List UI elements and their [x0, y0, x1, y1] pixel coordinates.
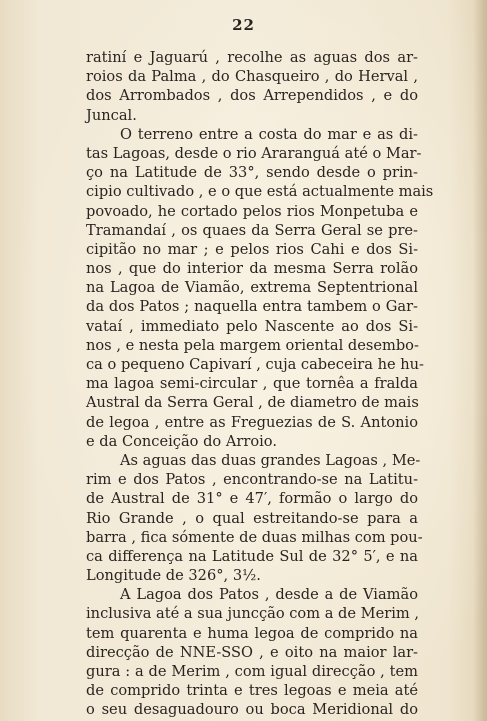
text-line: ço na Latitude de 33°, sendo desde o prin-: [86, 164, 418, 182]
text-line: de legoa , entre as Freguezias de S. Antonio: [86, 413, 418, 431]
text-line: nos , que do interior da mesma Serra rolão: [86, 260, 418, 278]
text-line: roios da Palma , do Chasqueiro , do Herval ,: [86, 68, 418, 86]
text-line: cipio cultivado , e o que está actualmente mais: [86, 183, 434, 201]
text-line: tas Lagoas, desde o rio Araranguá até o Mar-: [86, 144, 422, 162]
text-line: ca o pequeno Capivarí , cuja cabeceira he hu-: [86, 356, 424, 373]
text-line: o seu desaguadouro ou boca Meridional do: [86, 701, 418, 719]
text-line: e da Conceição do Arroio.: [86, 432, 277, 450]
text-line: nos , e nesta pela margem oriental desembo-: [86, 336, 419, 354]
text-line: ratiní e Jaguarú , recolhe as aguas dos ar-: [86, 49, 418, 66]
text-line: vataí , immediato pelo Nascente ao dos Si-: [86, 317, 418, 335]
text-line: barra , fica sómente de duas milhas com pou-: [86, 528, 423, 546]
page-edge-shadow: [473, 0, 487, 721]
text-line: de comprido trinta e tres legoas e meia até: [86, 682, 418, 700]
text-line: Tramandaí , os quaes da Serra Geral se pre-: [86, 221, 418, 239]
text-line: de Austral de 31° e 47′, formão o largo do: [86, 490, 418, 508]
text-line: ca differença na Latitude Sul de 32° 5′, e na: [86, 547, 418, 565]
text-line: dos Arrombados , dos Arrependidos , e do: [86, 87, 418, 105]
text-line: direcção de NNE-SSO , e oito na maior lar-: [86, 643, 418, 661]
text-line: cipitão no mar ; e pelos rios Cahi e dos Si-: [86, 240, 418, 258]
text-line: rim e dos Patos , encontrando-se na Latitu-: [86, 471, 418, 489]
text-line: tem quarenta e huma legoa de comprido na: [86, 624, 418, 642]
text-line: da dos Patos ; naquella entra tambem o Gar-: [86, 298, 418, 316]
text-line: As aguas das duas grandes Lagoas , Me-: [120, 451, 421, 469]
text-line: povoado, he cortado pelos rios Monpetuba e: [86, 202, 418, 220]
body-text: [86, 48, 434, 720]
text-line: A Lagoa dos Patos , desde a de Viamão: [120, 586, 418, 604]
text-line: ma lagoa semi-circular , que tornêa a fralda: [86, 375, 418, 393]
page-number: 22: [232, 16, 255, 34]
text-line: inclusiva até a sua juncção com a de Merim ,: [86, 605, 419, 623]
text-line: Rio Grande , o qual estreitando-se para a: [86, 509, 418, 527]
text-line: na Lagoa de Viamão, extrema Septentrional: [86, 279, 418, 297]
text-line: Austral da Serra Geral , de diametro de mais: [86, 394, 419, 412]
text-line: Longitude de 326°, 3½.: [86, 567, 261, 585]
text-line: O terreno entre a costa do mar e as di-: [120, 125, 418, 143]
text-line: gura : a de Merim , com igual direcção , tem: [86, 663, 418, 680]
text-line: Juncal.: [86, 106, 137, 124]
